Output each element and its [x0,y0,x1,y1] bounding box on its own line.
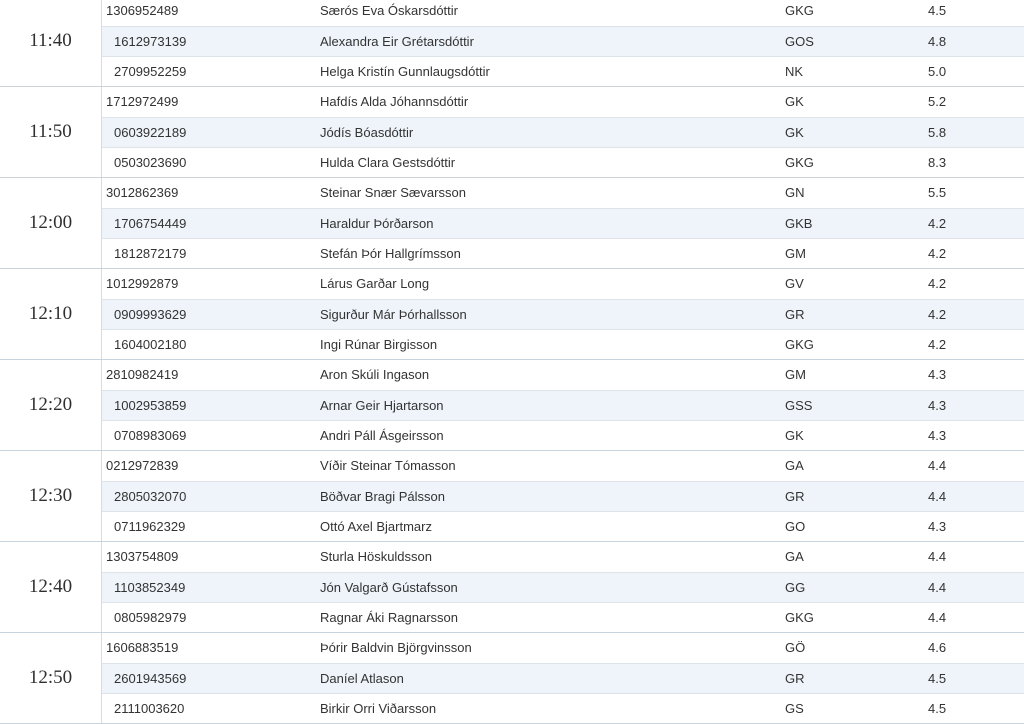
player-id: 2805032070 [114,489,187,504]
player-name: Sigurður Már Þórhallsson [320,307,467,322]
player-id: 1306952489 [106,3,179,18]
tee-time-group [0,360,1024,451]
player-club: GM [785,246,806,261]
player-handicap: 4.3 [928,428,947,443]
player-row [102,147,1024,177]
player-name: Hulda Clara Gestsdóttir [320,155,456,170]
player-row [102,602,1024,632]
player-row [102,360,1024,390]
player-club: GK [785,428,804,443]
player-club: GK [785,94,804,109]
player-handicap: 4.5 [928,671,947,686]
player-club: GA [785,458,804,473]
player-handicap: 5.2 [928,94,947,109]
player-name: Ottó Axel Bjartmarz [320,519,432,534]
tee-time-group [0,451,1024,542]
player-id: 1002953859 [114,398,187,413]
player-club: GV [785,276,804,291]
player-club: GO [785,519,806,534]
player-name: Böðvar Bragi Pálsson [320,489,446,504]
player-handicap: 4.4 [928,489,947,504]
tee-time-group [0,178,1024,269]
player-row [102,329,1024,359]
player-name: Birkir Orri Viðarsson [320,701,437,716]
player-name: Aron Skúli Ingason [320,367,430,382]
player-name: Lárus Garðar Long [320,276,430,291]
player-handicap: 4.2 [928,276,947,291]
player-handicap: 4.2 [928,246,947,261]
player-row [102,56,1024,86]
player-club: GKG [785,155,814,170]
player-handicap: 4.5 [928,701,947,716]
player-row [102,87,1024,117]
player-row [102,451,1024,481]
player-handicap: 4.4 [928,458,947,473]
player-row [102,178,1024,208]
player-row [102,663,1024,693]
player-name: Stefán Þór Hallgrímsson [320,246,461,261]
player-name: Andri Páll Ásgeirsson [320,428,444,443]
player-club: NK [785,64,804,79]
player-id: 1606883519 [106,640,179,655]
player-id: 2709952259 [114,64,187,79]
tee-time: 12:10 [0,269,102,359]
player-list [102,178,1024,268]
player-name: Þórir Baldvin Björgvinsson [320,640,472,655]
player-handicap: 4.6 [928,640,947,655]
tee-time-group [0,269,1024,360]
player-handicap: 4.8 [928,34,947,49]
player-list [102,451,1024,541]
player-handicap: 4.4 [928,580,947,595]
player-row [102,572,1024,602]
player-list [102,87,1024,177]
player-row [102,633,1024,663]
tee-time: 12:40 [0,542,102,632]
player-id: 1604002180 [114,337,187,352]
player-club: GKG [785,337,814,352]
player-name: Víðir Steinar Tómasson [320,458,456,473]
player-row [102,26,1024,56]
player-name: Steinar Snær Sævarsson [320,185,466,200]
tee-time-group [0,542,1024,633]
player-handicap: 4.4 [928,549,947,564]
player-handicap: 4.2 [928,216,947,231]
player-club: GS [785,701,804,716]
player-row [102,511,1024,541]
player-club: GOS [785,34,814,49]
player-id: 1706754449 [114,216,187,231]
player-handicap: 4.2 [928,307,947,322]
player-name: Helga Kristín Gunnlaugsdóttir [320,64,490,79]
player-id: 1812872179 [114,246,187,261]
player-handicap: 4.2 [928,337,947,352]
player-row [102,269,1024,299]
player-id: 1712972499 [106,94,179,109]
player-name: Jón Valgarð Gústafsson [320,580,458,595]
tee-time-group [0,87,1024,178]
player-name: Jódís Bóasdóttir [320,125,414,140]
player-list [102,269,1024,359]
player-name: Haraldur Þórðarson [320,216,434,231]
player-club: GR [785,489,805,504]
player-row [102,481,1024,511]
tee-time: 11:50 [0,87,102,177]
player-list [102,360,1024,450]
player-handicap: 4.3 [928,519,947,534]
player-id: 0711962329 [114,519,186,534]
player-handicap: 8.3 [928,155,947,170]
player-name: Særós Eva Óskarsdóttir [320,3,458,18]
player-row [102,693,1024,723]
player-name: Alexandra Eir Grétarsdóttir [320,34,474,49]
player-name: Arnar Geir Hjartarson [320,398,444,413]
player-id: 2111003620 [114,701,185,716]
player-name: Daníel Atlason [320,671,404,686]
player-list [102,542,1024,632]
player-id: 2601943569 [114,671,187,686]
tee-time: 11:40 [0,0,102,86]
player-club: GKB [785,216,813,231]
player-id: 0603922189 [114,125,187,140]
player-row [102,542,1024,572]
player-id: 0503023690 [114,155,187,170]
player-club: GSS [785,398,813,413]
player-name: Ragnar Áki Ragnarsson [320,610,459,625]
player-id: 0708983069 [114,428,187,443]
player-handicap: 5.0 [928,64,947,79]
tee-time: 12:00 [0,178,102,268]
player-id: 1103852349 [114,580,186,595]
player-handicap: 4.3 [928,367,947,382]
player-name: Sturla Höskuldsson [320,549,432,564]
player-club: GM [785,367,806,382]
player-row [102,117,1024,147]
tee-time-group [0,633,1024,724]
player-club: GR [785,671,805,686]
player-id: 0805982979 [114,610,187,625]
player-row [102,208,1024,238]
player-row [102,238,1024,268]
player-list [102,633,1024,723]
tee-time: 12:50 [0,633,102,723]
player-club: GA [785,549,804,564]
player-id: 3012862369 [106,185,179,200]
player-club: GN [785,185,805,200]
tee-time-group [0,0,1024,87]
player-row [102,299,1024,329]
player-club: GG [785,580,806,595]
player-list [102,0,1024,86]
player-row [102,420,1024,450]
player-club: GKG [785,3,814,18]
player-row [102,0,1024,26]
player-handicap: 4.4 [928,610,947,625]
player-club: GK [785,125,804,140]
player-name: Hafdís Alda Jóhannsdóttir [320,94,469,109]
player-handicap: 5.5 [928,185,947,200]
player-handicap: 5.8 [928,125,947,140]
player-club: GKG [785,610,814,625]
player-name: Ingi Rúnar Birgisson [320,337,438,352]
player-handicap: 4.5 [928,3,947,18]
player-id: 0212972839 [106,458,179,473]
player-id: 1012992879 [106,276,179,291]
player-id: 0909993629 [114,307,187,322]
tee-time: 12:30 [0,451,102,541]
player-club: GÖ [785,640,806,655]
player-id: 1612973139 [114,34,187,49]
tee-time: 12:20 [0,360,102,450]
player-club: GR [785,307,805,322]
player-id: 2810982419 [106,367,179,382]
player-id: 1303754809 [106,549,179,564]
player-row [102,390,1024,420]
player-handicap: 4.3 [928,398,947,413]
